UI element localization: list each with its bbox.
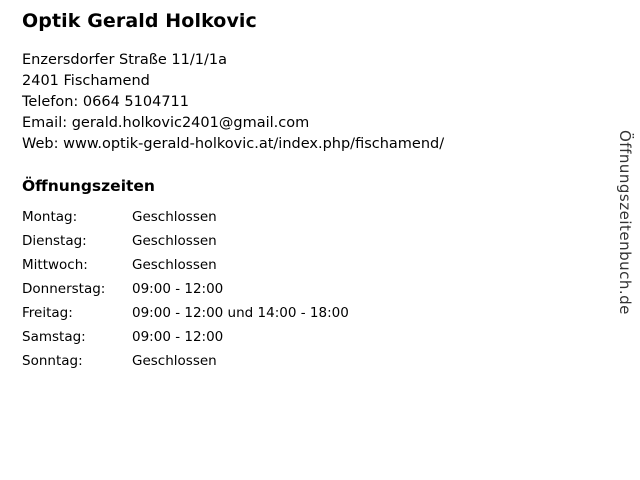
table-row	[22, 329, 349, 353]
day-label: Montag:	[22, 209, 78, 225]
page-title: Optik Gerald Holkovic	[22, 10, 257, 32]
table-row	[22, 305, 349, 329]
phone-line: Telefon: 0664 5104711	[22, 94, 190, 110]
day-label: Samstag:	[22, 329, 86, 345]
table-row	[22, 353, 349, 377]
time-value: Geschlossen	[132, 209, 217, 225]
email-line: Email: gerald.holkovic2401@gmail.com	[22, 115, 310, 131]
address-block	[22, 50, 592, 155]
business-info-page	[22, 10, 592, 377]
watermark-label: Öffnungszeitenbuch.de	[616, 130, 634, 315]
opening-hours-table	[22, 209, 349, 377]
day-label: Donnerstag:	[22, 281, 106, 297]
time-value: 09:00 - 12:00 und 14:00 - 18:00	[132, 305, 349, 321]
time-value: Geschlossen	[132, 233, 217, 249]
website-line: Web: www.optik-gerald-holkovic.at/index.php/fischamend/	[22, 136, 445, 152]
opening-hours-heading: Öffnungszeiten	[22, 177, 155, 195]
table-row	[22, 209, 349, 233]
table-row	[22, 281, 349, 305]
day-label: Sonntag:	[22, 353, 83, 369]
day-label: Dienstag:	[22, 233, 87, 249]
day-label: Freitag:	[22, 305, 73, 321]
time-value: 09:00 - 12:00	[132, 329, 224, 345]
table-row	[22, 233, 349, 257]
day-label: Mittwoch:	[22, 257, 88, 273]
table-row	[22, 257, 349, 281]
address-street: Enzersdorfer Straße 11/1/1a	[22, 52, 227, 68]
time-value: 09:00 - 12:00	[132, 281, 224, 297]
time-value: Geschlossen	[132, 353, 217, 369]
address-city: 2401 Fischamend	[22, 73, 150, 89]
time-value: Geschlossen	[132, 257, 217, 273]
